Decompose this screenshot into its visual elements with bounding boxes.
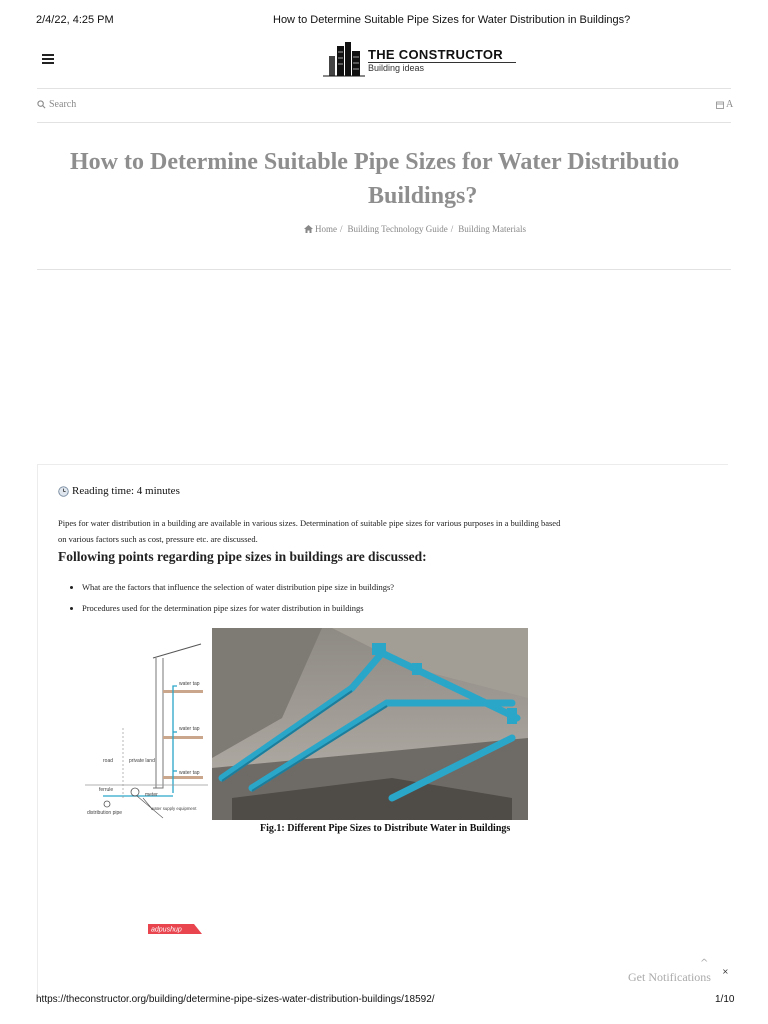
label-water-tap-1: water tap (179, 681, 200, 687)
search-divider (37, 122, 731, 123)
search-input[interactable] (37, 99, 76, 110)
points-list (68, 582, 394, 624)
hamburger-menu-icon[interactable] (42, 54, 54, 66)
list-item: • What are the factors that influence the selection of water distribution pipe size in buildings? (82, 582, 394, 592)
article-title-line1: How to Determine Suitable Pipe Sizes for Water Distributio (70, 149, 680, 175)
label-water-tap-2: water tap (179, 726, 200, 732)
building-logo-icon (323, 42, 365, 78)
label-ferrule: ferrule (99, 787, 114, 793)
print-date: 2/4/22, 4:25 PM (36, 14, 114, 26)
label-water-supply-equipment: water supply equipment (151, 806, 197, 811)
label-private-land: private land (129, 758, 155, 764)
figure-caption: Fig.1: Different Pipe Sizes to Distribute Water in Buildings (260, 823, 511, 834)
reading-time-text: Reading time: 4 minutes (72, 485, 180, 497)
breadcrumb-building-materials[interactable]: Building Materials (458, 224, 526, 234)
label-meter: meter (145, 792, 158, 798)
label-water-tap-3: water tap (179, 770, 200, 776)
section-subheading: Following points regarding pipe sizes in buildings are discussed: (58, 549, 427, 564)
breadcrumb-home[interactable]: Home (315, 224, 337, 234)
reading-time (58, 485, 180, 497)
clock-icon (58, 486, 69, 497)
search-placeholder: Search (49, 99, 77, 110)
print-page-number: 1/10 (715, 994, 735, 1005)
calendar-icon (716, 101, 724, 109)
list-item: • Procedures used for the determination pipe sizes for water distribution in buildings (82, 603, 394, 613)
article-title-line2: Buildings? (368, 183, 478, 209)
breadcrumb: Home / Building Technology Guide / Building Materials (304, 224, 526, 234)
home-icon (304, 225, 313, 233)
label-road: road (103, 758, 114, 764)
adpushup-label: adpushup (151, 926, 182, 934)
get-notifications-button[interactable]: Get Notifications (628, 970, 711, 984)
chevron-up-icon[interactable]: ^ (700, 958, 709, 969)
logo-tagline: Building ideas (368, 63, 425, 73)
intro-paragraph: Pipes for water distribution in a building are available in various sizes. Determination of suitable pipe sizes for various purposes in a building based on various factors such as cost, pressure etc. are discussed. (58, 518, 561, 544)
close-icon[interactable]: × (722, 967, 729, 976)
print-page-title: How to Determine Suitable Pipe Sizes for Water Distribution in Buildings? (273, 14, 631, 26)
site-logo[interactable] (323, 42, 523, 82)
header-right-text: A (726, 99, 734, 110)
adpushup-badge[interactable] (148, 924, 202, 934)
breadcrumb-building-technology[interactable]: Building Technology Guide (347, 224, 448, 234)
header-divider (37, 88, 731, 89)
print-url: https://theconstructor.org/building/determine-pipe-sizes-water-distribution-buildings/18592/ (36, 994, 435, 1005)
content-box-left-border (37, 464, 38, 994)
title-divider (37, 269, 731, 270)
header-right-widget[interactable] (716, 99, 733, 110)
search-icon (37, 100, 46, 109)
label-distribution-pipe: distribution pipe (87, 810, 123, 816)
pipe-photo (212, 628, 528, 820)
logo-name: THE CONSTRUCTOR (368, 47, 503, 62)
article-title-area (37, 145, 731, 215)
plumbing-diagram (83, 628, 213, 820)
article-title (70, 145, 731, 213)
content-box-top-border (37, 464, 728, 465)
